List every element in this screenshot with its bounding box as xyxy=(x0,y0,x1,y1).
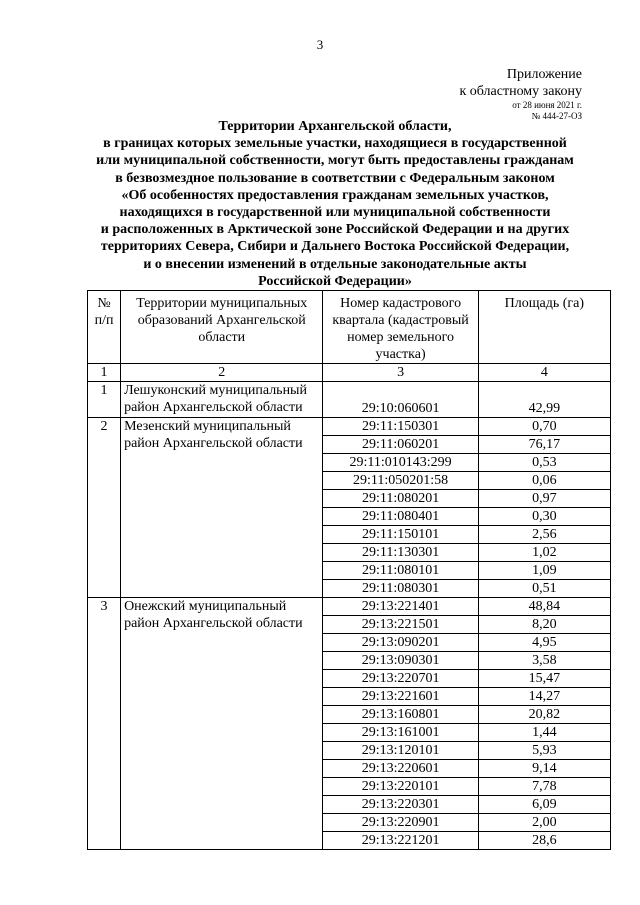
area-value: 9,14 xyxy=(478,760,610,778)
area-value: 20,82 xyxy=(478,706,610,724)
cadastral-number: 29:11:080201 xyxy=(323,490,478,508)
header-territory: Территории муниципальных образований Архангельской области xyxy=(121,291,323,364)
cadastral-number: 29:13:090201 xyxy=(323,634,478,652)
title-line: находящихся в государственной или муниципальной собственности xyxy=(119,205,551,221)
area-value: 28,6 xyxy=(478,832,610,850)
area-value: 0,53 xyxy=(478,454,610,472)
title-line: или муниципальной собственности, могут быть предоставлены гражданам xyxy=(96,153,574,169)
cadastral-number: 29:13:220101 xyxy=(323,778,478,796)
row-number: 3 xyxy=(88,598,121,850)
area-value: 8,20 xyxy=(478,616,610,634)
column-number: 1 xyxy=(88,364,121,382)
area-value: 0,51 xyxy=(478,580,610,598)
area-value: 76,17 xyxy=(478,436,610,454)
appendix-date: от 28 июня 2021 г. xyxy=(512,100,582,110)
row-number: 2 xyxy=(88,418,121,598)
header-area: Площадь (га) xyxy=(478,291,610,364)
area-value: 2,00 xyxy=(478,814,610,832)
area-value: 0,06 xyxy=(478,472,610,490)
column-number: 3 xyxy=(323,364,478,382)
appendix-law-number: № 444-27-ОЗ xyxy=(531,111,582,121)
title-line: Российской Федерации» xyxy=(258,273,412,289)
area-value: 7,78 xyxy=(478,778,610,796)
area-value: 42,99 xyxy=(478,382,610,418)
area-value: 1,02 xyxy=(478,544,610,562)
cadastral-number: 29:11:080401 xyxy=(323,508,478,526)
title-line: Территории Архангельской области, xyxy=(218,119,452,134)
area-value: 48,84 xyxy=(478,598,610,616)
title-line: в границах которых земельные участки, находящиеся в государственной xyxy=(103,136,567,152)
cadastral-number: 29:11:150101 xyxy=(323,526,478,544)
cadastral-number: 29:13:221401 xyxy=(323,598,478,616)
cadastral-number: 29:13:221201 xyxy=(323,832,478,850)
table-row xyxy=(88,598,611,616)
area-value: 2,56 xyxy=(478,526,610,544)
area-value: 15,47 xyxy=(478,670,610,688)
header-cadastral: Номер кадастрового квартала (кадастровый номер земельного участка) xyxy=(323,291,478,364)
document-title xyxy=(60,118,610,290)
table-header-row xyxy=(88,291,611,364)
area-value: 0,70 xyxy=(478,418,610,436)
area-value: 1,09 xyxy=(478,562,610,580)
area-value: 5,93 xyxy=(478,742,610,760)
area-value: 1,44 xyxy=(478,724,610,742)
row-number: 1 xyxy=(88,382,121,418)
cadastral-number: 29:13:220301 xyxy=(323,796,478,814)
cadastral-number: 29:11:080101 xyxy=(323,562,478,580)
cadastral-number: 29:11:150301 xyxy=(323,418,478,436)
cadastral-number: 29:13:221501 xyxy=(323,616,478,634)
column-number-row xyxy=(88,364,611,382)
table-row xyxy=(88,418,611,436)
territory-name: Лешуконский муниципальный район Архангельской области xyxy=(121,382,323,418)
cadastral-number: 29:11:060201 xyxy=(323,436,478,454)
territory-name: Мезенский муниципальный район Архангельской области xyxy=(121,418,323,598)
cadastral-number: 29:13:090301 xyxy=(323,652,478,670)
cadastral-number: 29:11:050201:58 xyxy=(323,472,478,490)
area-value: 0,97 xyxy=(478,490,610,508)
cadastral-number: 29:13:160801 xyxy=(323,706,478,724)
cadastral-number: 29:13:220601 xyxy=(323,760,478,778)
cadastral-number: 29:11:010143:299 xyxy=(323,454,478,472)
title-line: «Об особенностях предоставления гражданам земельных участков, xyxy=(121,187,549,203)
cadastral-number: 29:11:130301 xyxy=(323,544,478,562)
title-line: и расположенных в Арктической зоне Российской Федерации и на других xyxy=(100,222,570,238)
table-body xyxy=(88,382,611,850)
cadastral-number: 29:13:221601 xyxy=(323,688,478,706)
column-number: 4 xyxy=(478,364,610,382)
table-row xyxy=(88,382,611,418)
area-value: 3,58 xyxy=(478,652,610,670)
cadastral-number: 29:10:060601 xyxy=(323,382,478,418)
cadastral-number: 29:11:080301 xyxy=(323,580,478,598)
page-number: 3 xyxy=(316,37,324,52)
column-number: 2 xyxy=(121,364,323,382)
cadastral-number: 29:13:220701 xyxy=(323,670,478,688)
appendix-law-ref: к областному закону xyxy=(459,84,582,99)
title-line: территориях Севера, Сибири и Дальнего Востока Российской Федерации, xyxy=(100,239,570,255)
territory-name: Онежский муниципальный район Архангельской области xyxy=(121,598,323,850)
title-line: в безвозмездное пользование в соответствии с Федеральным законом xyxy=(115,170,555,186)
territories-table xyxy=(87,290,611,850)
area-value: 0,30 xyxy=(478,508,610,526)
title-line: и о внесении изменений в отдельные законодательные акты xyxy=(143,256,527,272)
appendix-title: Приложение xyxy=(506,67,582,82)
cadastral-number: 29:13:220901 xyxy=(323,814,478,832)
area-value: 4,95 xyxy=(478,634,610,652)
cadastral-number: 29:13:120101 xyxy=(323,742,478,760)
area-value: 14,27 xyxy=(478,688,610,706)
area-value: 6,09 xyxy=(478,796,610,814)
header-no: № п/п xyxy=(88,291,121,364)
cadastral-number: 29:13:161001 xyxy=(323,724,478,742)
appendix-block xyxy=(459,66,582,122)
